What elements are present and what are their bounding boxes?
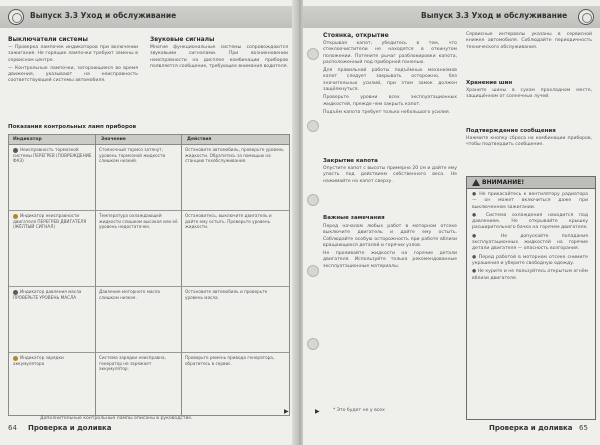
left-col1-paragraph: — Проверка лампочек индикаторов при включении зажигания. Не горящие лампочки требуют замены в сервисном центре. <box>8 45 138 63</box>
continue-arrow-icon: ▶ <box>315 408 320 415</box>
right-col2-subheading: Хранение шин <box>466 80 513 86</box>
left-footer-note: Дополнительные контрольные лампы описаны в руководстве. <box>40 416 193 421</box>
right-col1-paragraph: Перед началом любых работ в моторном отсеке выключите двигатель и дайте ему остыть. Соблюдайте особую осторожность при работе вблизи вращающихся деталей и горячих узлов. <box>323 224 457 248</box>
right-col2-subtext: Нажмите кнопку сброса на комбинации приборов, чтобы подтвердить сообщение. <box>466 136 592 148</box>
left-page <box>0 0 297 445</box>
right-col2-subheading: Подтверждение сообщения <box>466 128 556 134</box>
right-col1-paragraph: Не проливайте жидкости на горячие детали двигателя. Используйте только рекомендованные эксплуатационные материалы. <box>323 251 457 269</box>
left-page-number: 64 <box>8 424 17 432</box>
left-col2-heading: Звуковые сигналы <box>150 36 215 43</box>
table-cell-indicator <box>13 147 93 207</box>
binder-hole <box>307 48 319 60</box>
warning-item-text: Не прикасайтесь к вентилятору радиатора — он может включиться даже при выключенном зажигании. <box>472 192 589 210</box>
table-row <box>9 144 289 211</box>
right-col1-paragraph: Для правильной работы подъёмных механизмов капот следует закрывать осторожно, без значительных усилий, при этом замок должен защёлкнуться. <box>323 68 457 93</box>
warning-box <box>466 176 596 420</box>
warning-item: ● Система охлаждения находится под давлением. Не открывайте крышку расширительного бачка на горячем двигателе. <box>472 212 588 231</box>
left-header-title: Выпуск 3.3 Уход и обслуживание <box>30 11 177 20</box>
table-cell-indicator <box>13 289 93 349</box>
brand-logo-icon <box>8 9 24 25</box>
warning-item-text: Перед работой в моторном отсеке снимите украшения и уберите свободную одежду. <box>472 254 589 266</box>
binder-hole <box>307 120 319 132</box>
indicator-label: Индикатор зарядки аккумулятора <box>13 355 64 366</box>
table-cell-meaning: Система зарядки неисправна, генератор не заряжает аккумулятор. <box>99 355 166 372</box>
table-cell-action: Остановитесь, выключите двигатель и дайте ему остыть. Проверьте уровень жидкости. <box>185 213 272 230</box>
table-header-meaning: Значение <box>101 137 126 142</box>
right-col2-text: Сервисные интервалы указаны в сервисной книжке автомобиля. Соблюдайте периодичность технического обслуживания. <box>466 32 592 50</box>
right-footer-title: Проверка и доливка <box>489 424 573 432</box>
right-footnote: * Это будет не у всех <box>333 408 385 413</box>
table-row <box>9 352 289 414</box>
warning-triangle-icon <box>472 179 480 186</box>
left-col1-text <box>8 45 138 87</box>
right-col1-paragraph: Проверьте уровни всех эксплуатационных жидкостей, прежде чем закрыть капот. <box>323 95 457 107</box>
right-header-title: Выпуск 3.3 Уход и обслуживание <box>421 11 568 20</box>
warning-item-text: Не допускайте попадания эксплуатационных жидкостей на горячие детали двигателя — опасность возгорания. <box>472 233 589 252</box>
table-row <box>9 210 289 287</box>
table-cell-meaning: Стояночный тормоз затянут, уровень тормозной жидкости слишком низкий. <box>99 147 166 164</box>
left-col1-paragraph: — Контрольные лампочки, загорающиеся во время движения, указывают на неисправность соответствующей системы автомобиля. <box>8 65 138 84</box>
table-cell-meaning: Температура охлаждающей жидкости слишком высокая или её уровень недостаточен. <box>99 213 178 230</box>
warning-list <box>472 192 588 284</box>
left-col2-text <box>150 45 288 72</box>
warning-item: ● Не прикасайтесь к вентилятору радиатора — он может включиться даже при выключенном зажигании. <box>472 192 589 210</box>
indicator-label: Неисправность тормозной системы ПЕРЕГРЕВ (ПОВРЕЖДЕНИЕ ФАЗ) <box>13 147 92 164</box>
table-cell-action: Остановите автомобиль и проверьте уровень масла. <box>185 289 268 300</box>
left-col1-heading: Выключатели системы <box>8 36 88 43</box>
right-col1-paragraph: Открывая капот, убедитесь в том, что стеклоочистители не находятся в откинутом положении. Потяните рычаг разблокировки капота, расположенный под приборной панелью. <box>323 41 457 65</box>
table-row <box>9 286 289 353</box>
table-heading: Показания контрольных ламп приборов <box>8 124 137 130</box>
warning-item: ● Не курите и не пользуйтесь открытым огнём вблизи двигателя. <box>472 269 589 281</box>
table-cell-meaning: Давление моторного масла слишком низкое. <box>99 289 160 300</box>
warning-item-text: Не курите и не пользуйтесь открытым огнём вблизи двигателя. <box>472 269 589 281</box>
warning-title: ВНИМАНИЕ! <box>482 179 525 186</box>
indicator-label: Индикатор давления масла ПРОВЕРЬТЕ УРОВЕНЬ МАСЛА <box>13 289 82 300</box>
warning-item: ● Перед работой в моторном отсеке снимите украшения и уберите свободную одежду. <box>472 254 589 266</box>
warning-item-text: Система охлаждения находится под давлением. Не открывайте крышку расширительного бачка на горячем двигателе. <box>472 212 588 231</box>
binder-hole <box>307 194 319 206</box>
right-col1-subheading: Важные замечания <box>323 215 385 221</box>
right-col1-paragraph: Подъём капота требует только небольшого усилия. <box>323 109 451 115</box>
right-col1-subheading: Закрытие капота <box>323 158 378 164</box>
table-cell-indicator <box>13 355 93 411</box>
warning-item: ● Не допускайте попадания эксплуатационных жидкостей на горячие детали двигателя — опасность возгорания. <box>472 233 589 252</box>
table-header-action: Действия <box>187 137 212 142</box>
brand-logo-icon <box>578 9 594 25</box>
right-col1-subtext <box>323 224 457 272</box>
left-col2-paragraph: Многие функциональные системы сопровождаются звуковыми сигналами. При возникновении неисправности на дисплее комбинации приборов появляется сообщение, требующее внимания водителя. <box>150 45 288 69</box>
warning-header <box>467 177 595 189</box>
right-col2-subtext: Храните шины в сухом прохладном месте, защищённом от солнечных лучей. <box>466 88 592 100</box>
right-col1-heading: Стоянка, открытие <box>323 32 389 39</box>
table-header-indicator: Индикатор <box>13 137 42 142</box>
right-col1-subtext: Опустите капот с высоты примерно 20 см и дайте ему упасть под действием собственного веса. Не нажимайте на капот сверху. <box>323 166 457 184</box>
continue-arrow-icon: ▶ <box>284 408 289 415</box>
left-footer-title: Проверка и доливка <box>28 424 112 432</box>
indicator-table <box>8 134 290 416</box>
right-page-number: 65 <box>579 424 588 432</box>
table-cell-action: Остановите автомобиль, проверьте уровень жидкости. Обратитесь за помощью на станцию техобслуживания. <box>185 147 284 164</box>
binder-hole <box>307 265 319 277</box>
right-col1-text <box>323 41 457 118</box>
indicator-label: Индикатор неисправности двигателя ПЕРЕГРЕВ ДВИГАТЕЛЯ (ЖЁЛТЫЙ СИГНАЛ) <box>13 213 87 230</box>
table-cell-action: Проверьте ремень привода генератора, обратитесь в сервис. <box>185 355 275 366</box>
binder-hole <box>307 338 319 350</box>
table-cell-indicator <box>13 213 93 283</box>
